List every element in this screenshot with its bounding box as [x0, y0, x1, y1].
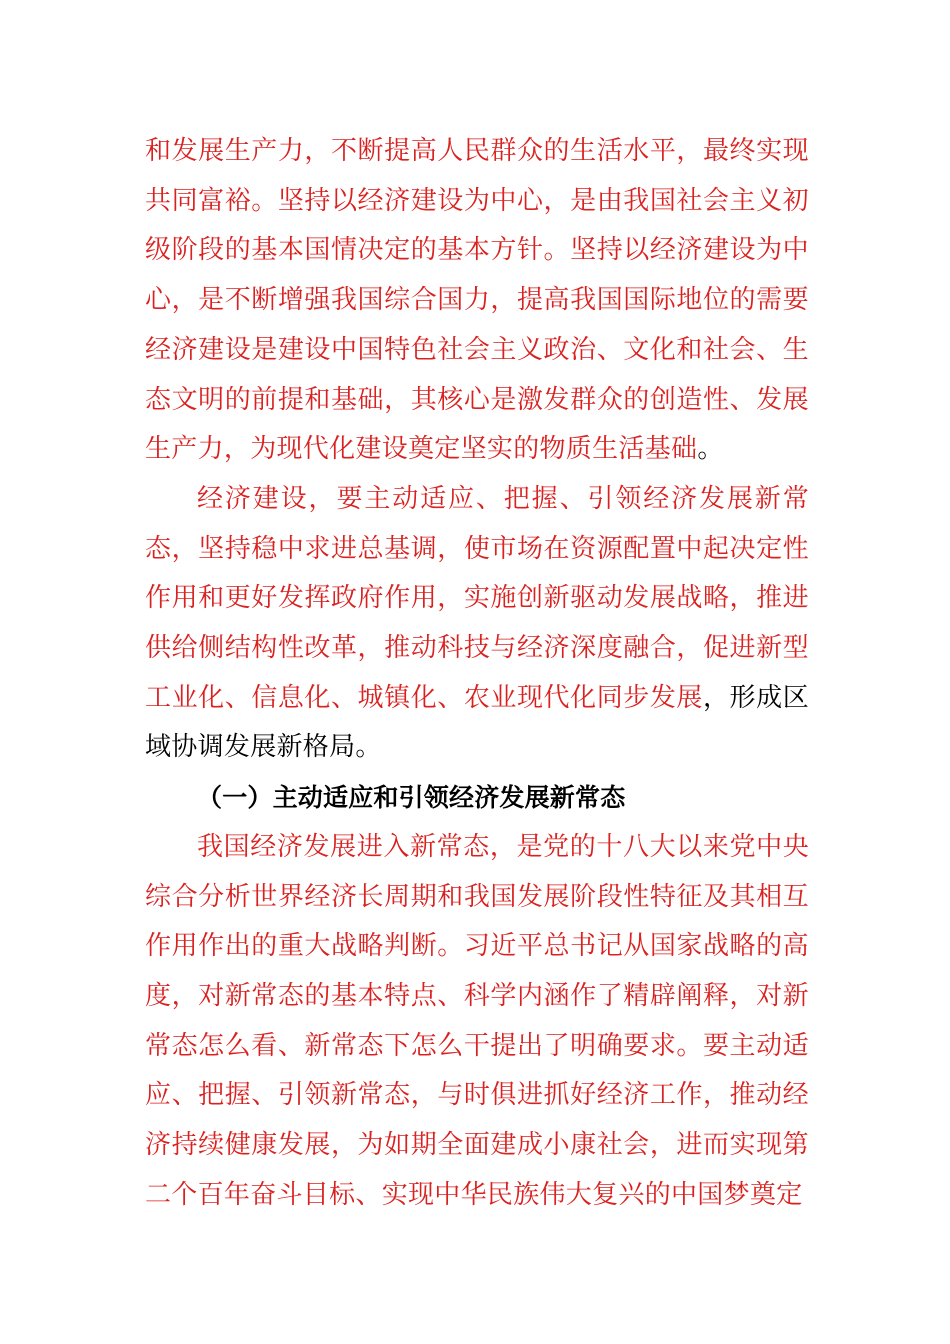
paragraph-2: [145, 475, 809, 773]
paragraph-2-black-text: ，形成区域协调发展新格局。: [145, 682, 809, 763]
paragraph-2-red-text: 经济建设，要主动适应、把握、引领经济发展新常态，坚持稳中求进总基调，使市场在资源配置中起决定性作用和更好发挥政府作用，实施创新驱动发展战略，推进供给侧结构性改革，推动科技与经济深度融合，促进新型工业化、信息化、城镇化、农业现代化同步发展: [145, 483, 809, 713]
paragraph-1: [145, 127, 809, 475]
section-heading-1: （一）主动适应和引领经济发展新常态: [197, 783, 626, 813]
paragraph-3-red-text: 我国经济发展进入新常态，是党的十八大以来党中央综合分析世界经济长周期和我国发展阶段性特征及其相互作用作出的重大战略判断。习近平总书记从国家战略的高度，对新常态的基本特点、科学内涵作了精辟阐释，对新常态怎么看、新常态下怎么干提出了明确要求。要主动适应、把握、引领新常态，与时俱进抓好经济工作，推动经济持续健康发展，为如期全面建成小康社会，进而实现第二个百年奋斗目标、实现中华民族伟大复兴的中国梦奠定: [145, 831, 809, 1210]
paragraph-3: [145, 823, 809, 1221]
paragraph-1-black-text: 。: [697, 434, 724, 465]
document-body: [145, 127, 809, 1220]
paragraph-1-red-text: 和发展生产力，不断提高人民群众的生活水平，最终实现共同富裕。坚持以经济建设为中心，是由我国社会主义初级阶段的基本国情决定的基本方针。坚持以经济建设为中心，是不断增强我国综合国力，提高我国国际地位的需要经济建设是建设中国特色社会主义政治、文化和社会、生态文明的前提和基础，其核心是激发群众的创造性、发展生产力，为现代化建设奠定坚实的物质生活基础: [145, 136, 809, 465]
